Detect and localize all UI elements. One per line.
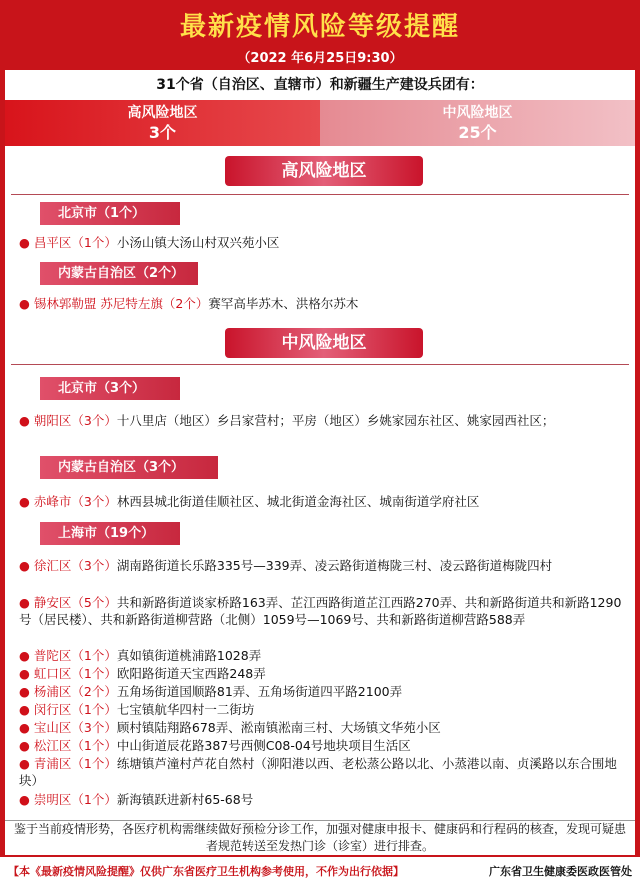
list-item	[19, 683, 623, 700]
bullet-icon: ●	[19, 296, 30, 311]
district-name: 虹口区（1个）	[33, 666, 117, 681]
district-name: 闵行区（1个）	[33, 702, 117, 717]
high-risk-section-title: 高风险地区	[225, 156, 423, 186]
bullet-icon: ●	[19, 648, 30, 663]
district-name: 杨浦区（2个）	[33, 684, 117, 699]
list-item	[19, 234, 623, 251]
list-item	[19, 412, 623, 429]
high-risk-summary	[5, 100, 320, 146]
province-label: 上海市（19个）	[40, 522, 180, 545]
bullet-icon: ●	[19, 792, 30, 807]
risk-summary	[5, 100, 635, 146]
list-item	[19, 791, 623, 808]
district-name: 崇明区（1个）	[33, 792, 117, 807]
district-areas: 共和新路街道谈家桥路163弄、芷江西路街道芷江西路270弄、共和新路街道共和新路1290号（居民楼）、共和新路街道柳营路（北侧）1059号—1069号、共和新路街道柳营路588弄	[19, 595, 622, 627]
intro-text: 31个省（自治区、直辖市）和新疆生产建设兵团有：	[156, 77, 484, 93]
bullet-icon: ●	[19, 494, 30, 509]
province-label: 北京市（3个）	[40, 377, 180, 400]
high-risk-label: 高风险地区	[127, 105, 198, 121]
district-name: 徐汇区（3个）	[33, 558, 117, 573]
district-name: 普陀区（1个）	[33, 648, 117, 663]
district-name: 松江区（1个）	[33, 738, 117, 753]
bullet-icon: ●	[19, 666, 30, 681]
list-item	[19, 594, 623, 628]
district-areas: 欧阳路街道天宝西路248弄	[116, 666, 266, 681]
bullet-icon: ●	[19, 756, 30, 771]
bullet-icon: ●	[19, 720, 30, 735]
district-areas: 赛罕高毕苏木、洪格尔苏木	[208, 296, 359, 311]
district-areas: 中山街道辰花路387号西侧C08-04号地块项目生活区	[116, 738, 411, 753]
footnote: 鉴于当前疫情形势，各医疗机构需继续做好预检分诊工作，加强对健康申报卡、健康码和行程码的核查，发现可疑患者规范转送至发热门诊（诊室）进行排查。	[5, 820, 635, 855]
district-areas: 十八里店（地区）乡吕家营村；平房（地区）乡姚家园东社区、姚家园西社区；	[116, 413, 555, 428]
district-areas: 五角场街道国顺路81弄、五角场街道四平路2100弄	[116, 684, 403, 699]
bullet-icon: ●	[19, 702, 30, 717]
mid-risk-summary	[320, 100, 635, 146]
bullet-icon: ●	[19, 684, 30, 699]
list-item	[19, 557, 623, 574]
bullet-icon: ●	[19, 595, 30, 610]
district-areas: 顾村镇陆翔路678弄、淞南镇淞南三村、大场镇文华苑小区	[116, 720, 441, 735]
high-risk-count: 3个	[148, 123, 177, 142]
mid-risk-label: 中风险地区	[442, 105, 513, 121]
list-item	[19, 755, 623, 789]
bullet-icon: ●	[19, 558, 30, 573]
list-item	[19, 647, 623, 664]
issuing-organization: 广东省卫生健康委医政医管处	[489, 865, 632, 878]
disclaimer: 【本《最新疫情风险提醒》仅供广东省医疗卫生机构参考使用，不作为出行依据】	[8, 865, 404, 878]
divider	[11, 194, 629, 195]
list-item	[19, 295, 623, 312]
district-areas: 小汤山镇大汤山村双兴苑小区	[116, 235, 280, 250]
header	[0, 0, 640, 72]
page-title: 最新疫情风险等级提醒	[179, 12, 460, 42]
district-areas: 练塘镇芦潼村芦花自然村（泖阳港以西、老松蒸公路以北、小蒸港以南、贞溪路以东合围地块）	[19, 756, 617, 788]
district-name: 赤峰市（3个）	[33, 494, 117, 509]
district-name: 朝阳区（3个）	[33, 413, 117, 428]
bullet-icon: ●	[19, 235, 30, 250]
list-item	[19, 493, 623, 510]
content-panel	[5, 70, 635, 855]
update-time: （2022 年6月25日9:30）	[237, 51, 403, 66]
province-label: 北京市（1个）	[40, 202, 180, 225]
district-areas: 七宝镇航华四村一二街坊	[116, 702, 255, 717]
province-label: 内蒙古自治区（2个）	[40, 262, 198, 285]
province-label: 内蒙古自治区（3个）	[40, 456, 218, 479]
district-name: 青浦区（1个）	[33, 756, 117, 771]
list-item	[19, 665, 623, 682]
district-name: 宝山区（3个）	[33, 720, 117, 735]
divider	[11, 364, 629, 365]
bottom-bar	[0, 855, 640, 884]
district-name: 昌平区（1个）	[33, 235, 117, 250]
mid-risk-count: 25个	[458, 123, 497, 142]
district-areas: 新海镇跃进新村65-68号	[116, 792, 254, 807]
list-item	[19, 737, 623, 754]
district-name: 静安区（5个）	[33, 595, 117, 610]
bullet-icon: ●	[19, 738, 30, 753]
district-areas: 真如镇街道桃浦路1028弄	[116, 648, 262, 663]
bullet-icon: ●	[19, 413, 30, 428]
district-areas: 湖南路街道长乐路335号—339弄、凌云路街道梅陇三村、凌云路街道梅陇四村	[116, 558, 553, 573]
list-item	[19, 701, 623, 718]
district-areas: 林西县城北街道佳顺社区、城北街道金海社区、城南街道学府社区	[116, 494, 480, 509]
mid-risk-section-title: 中风险地区	[225, 328, 423, 358]
district-name: 锡林郭勒盟 苏尼特左旗（2个）	[33, 296, 209, 311]
list-item	[19, 719, 623, 736]
